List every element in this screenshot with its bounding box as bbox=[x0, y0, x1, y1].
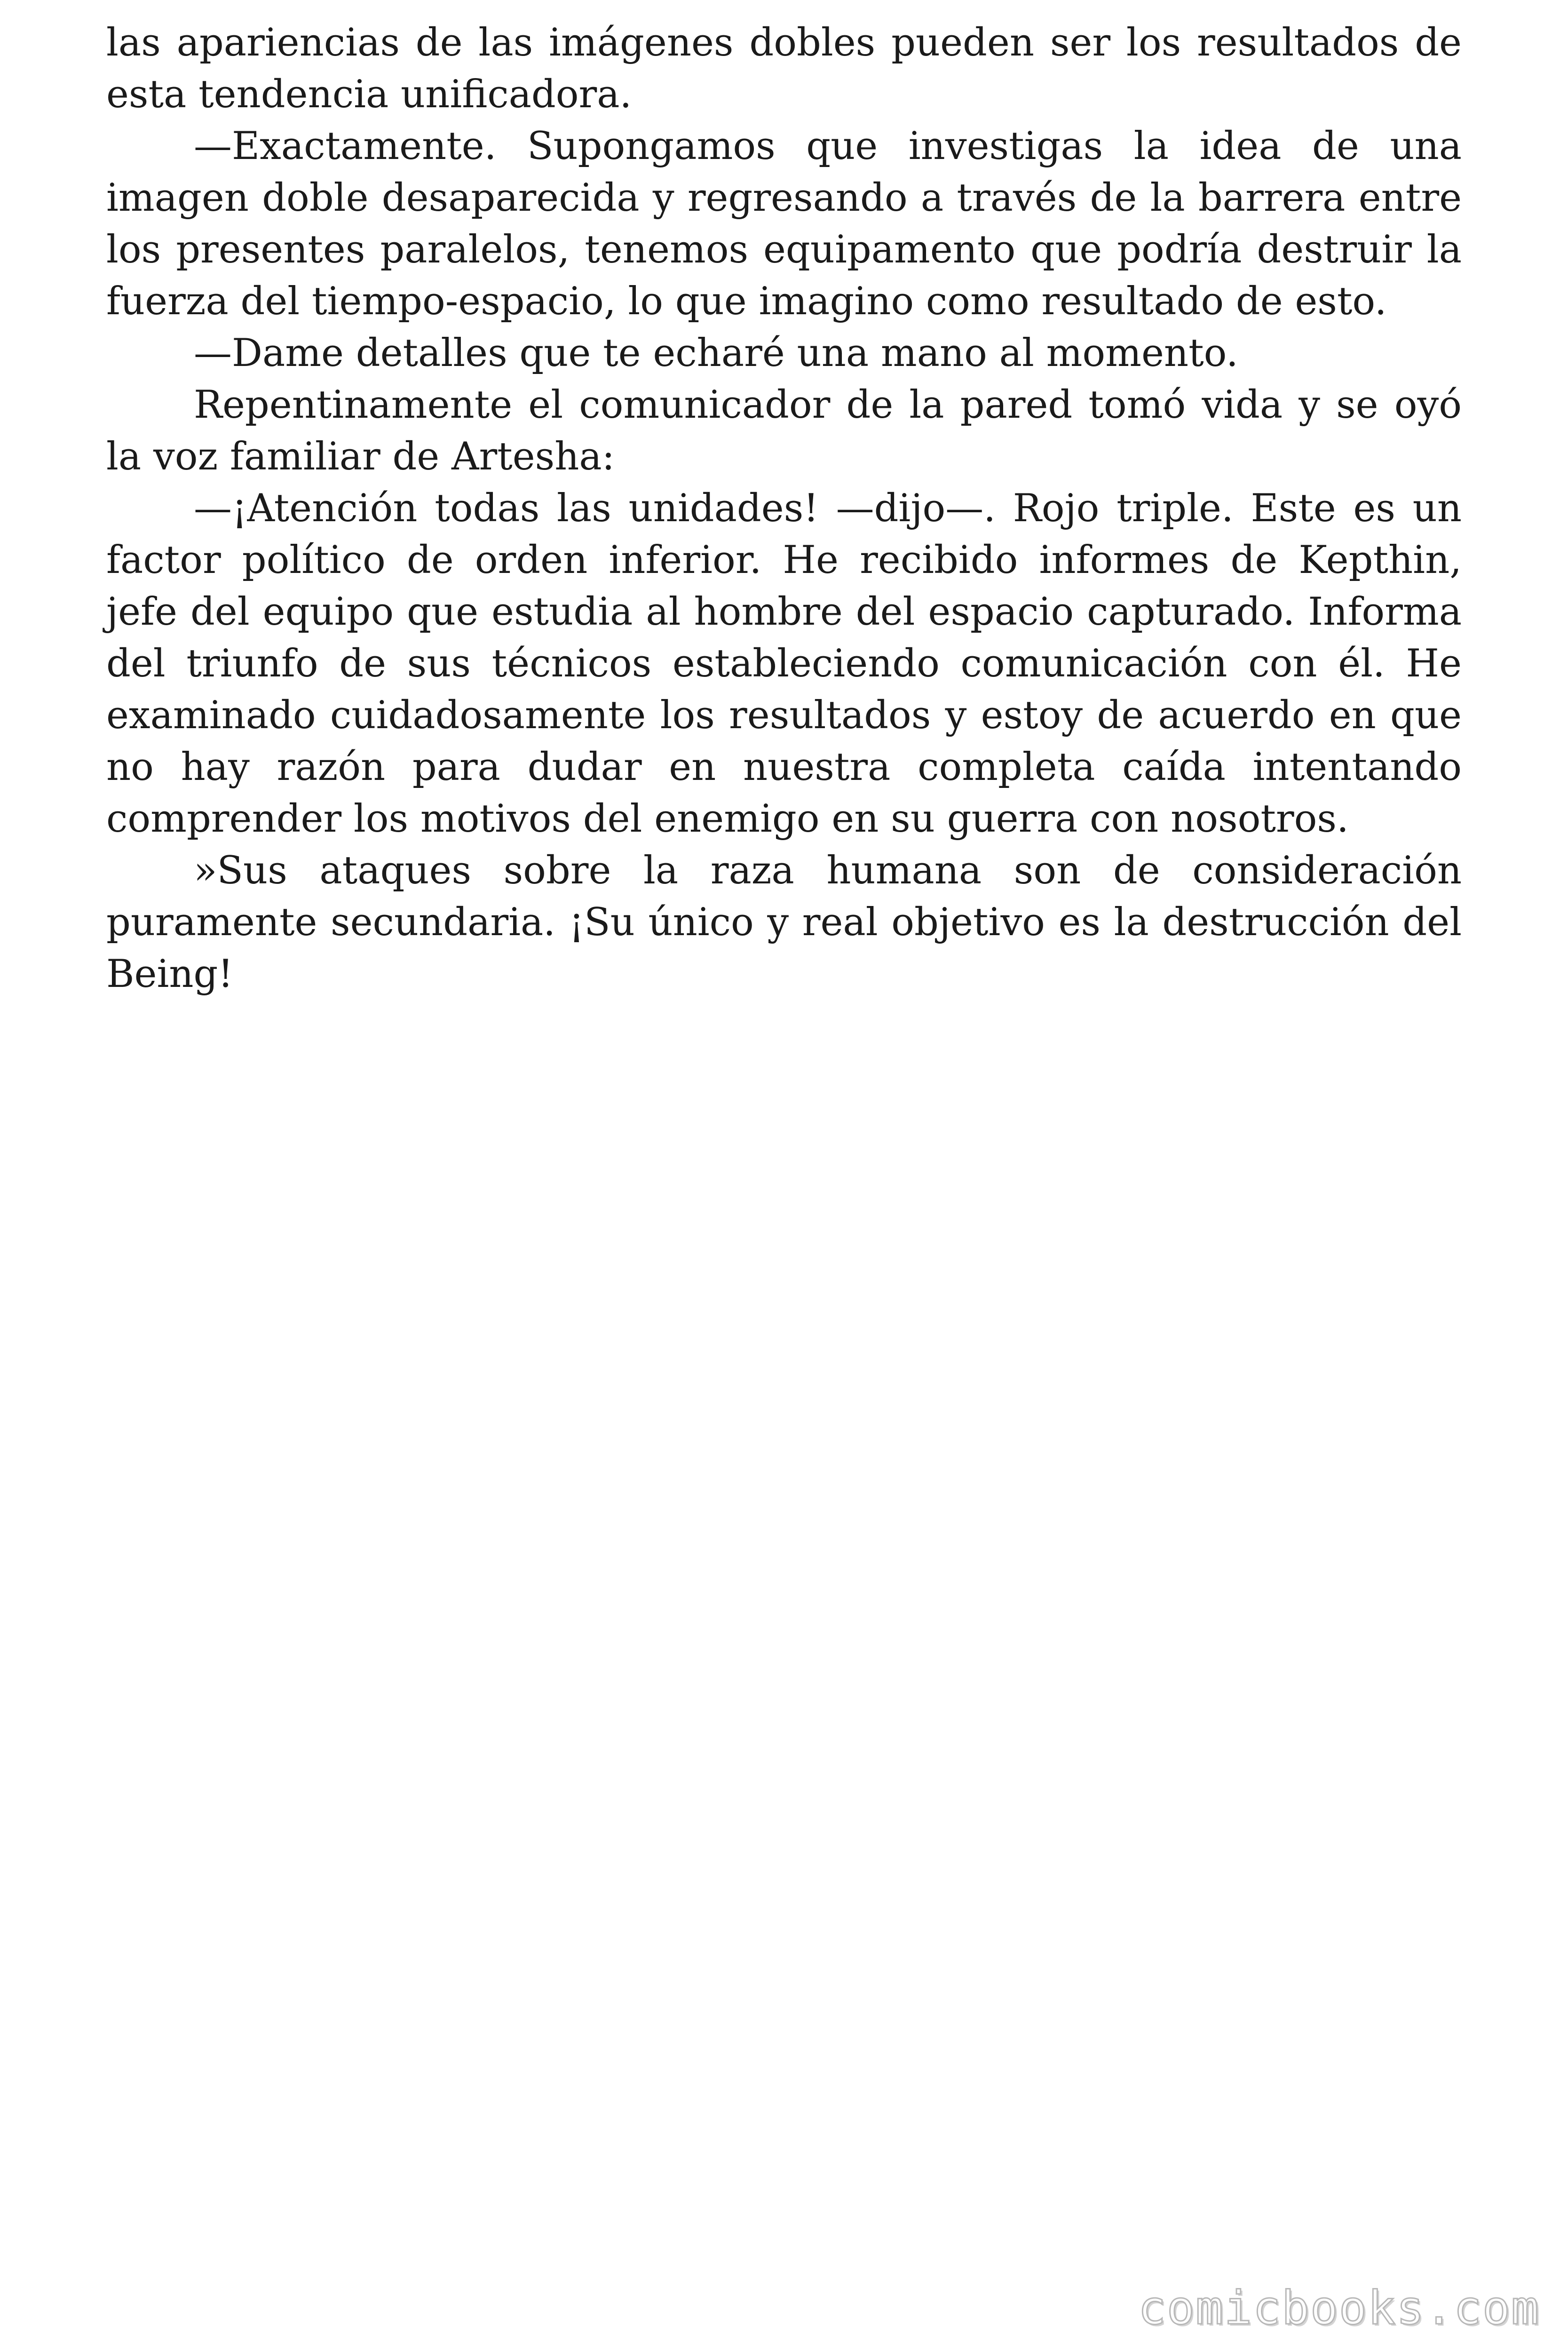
body-text bbox=[106, 17, 1462, 1000]
paragraph-dialogue: —¡Atención todas las unidades! —dijo—. Rojo triple. Este es un factor político de orden inferior. He recibido informes de Kepthin, jefe del equipo que estudia al hombre del espacio capturado. Informa del triunfo de sus técnicos estableciendo comunicación con él. He examinado cuidadosamente los resultados y estoy de acuerdo en que no hay razón para dudar en nuestra completa caída intentando comprender los motivos del enemigo en su guerra con nosotros. bbox=[106, 486, 1462, 841]
paragraph-dialogue: —Exactamente. Supongamos que investigas la idea de una imagen doble desaparecida y regresando a través de la barrera entre los presentes paralelos, tenemos equipamento que podría destruir la fuerza del tiempo-espacio, lo que imagino como resultado de esto. bbox=[106, 124, 1462, 324]
paragraph-quote-continuation: »Sus ataques sobre la raza humana son de consideración puramente secundaria. ¡Su único y real objetivo es la destrucción del Being! bbox=[106, 849, 1462, 996]
paragraph-dialogue: —Dame detalles que te echaré una mano al momento. bbox=[194, 331, 1238, 375]
paragraph-narration: Repentinamente el comunicador de la pared tomó vida y se oyó la voz familiar de Artesha: bbox=[106, 383, 1462, 479]
paragraph-continuation: las apariencias de las imágenes dobles pueden ser los resultados de esta tendencia unificadora. bbox=[106, 21, 1462, 117]
watermark-logo: comicbooks.com bbox=[1138, 2281, 1540, 2335]
